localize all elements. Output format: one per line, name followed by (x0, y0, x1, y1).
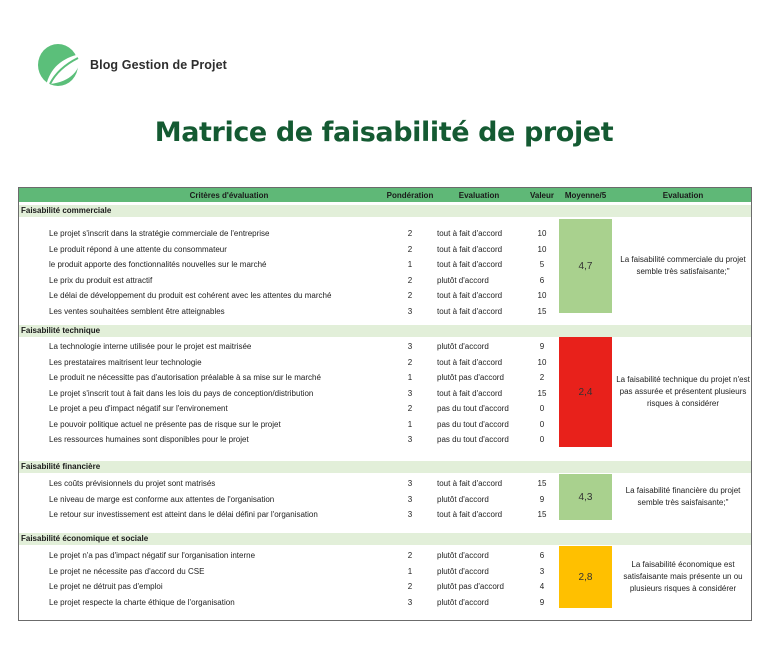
evaluation-cell: tout à fait d'accord (437, 510, 503, 519)
section-title: Faisabilité financière (19, 461, 751, 473)
evaluation-cell: plutôt d'accord (437, 551, 489, 560)
evaluation-cell: tout à fait d'accord (437, 244, 503, 254)
criterion-cell: Le projet respecte la charte éthique de l'organisation (49, 597, 235, 607)
value-cell: 10 (537, 244, 547, 254)
evaluation-cell: tout à fait d'accord (437, 479, 503, 488)
header-evaluation-conclusion: Evaluation (662, 191, 704, 200)
criterion-cell: La technologie interne utilisée pour le projet est maitrisée (49, 342, 252, 351)
evaluation-cell: plutôt d'accord (437, 342, 489, 351)
weight-cell: 3 (407, 597, 413, 607)
weight-cell: 2 (407, 244, 413, 254)
weight-cell: 2 (407, 551, 413, 560)
weight-cell: 3 (407, 435, 413, 444)
weight-cell: 2 (407, 404, 413, 413)
weight-cell: 2 (407, 275, 413, 285)
evaluation-cell: pas du tout d'accord (437, 419, 509, 429)
value-cell: 3 (539, 566, 545, 576)
value-cell: 9 (539, 342, 545, 351)
value-cell: 2 (539, 373, 545, 382)
header-valeur: Valeur (529, 191, 554, 200)
value-cell: 15 (537, 510, 547, 519)
weight-cell: 2 (407, 291, 413, 300)
conclusion-cell: La faisabilité financière du projet semble très saisfaisante;" (625, 486, 741, 507)
criterion-cell: Le retour sur investissement est atteint dans le délai défini par l'organisation (49, 510, 318, 519)
weight-cell: 3 (407, 479, 413, 488)
criterion-cell: Le produit répond à une attente du consommateur (49, 244, 227, 254)
value-cell: 6 (539, 551, 545, 560)
value-cell: 0 (539, 419, 545, 429)
weight-cell: 3 (407, 510, 413, 519)
evaluation-cell: tout à fait d'accord (437, 291, 503, 300)
evaluation-cell: pas du tout d'accord (437, 404, 509, 413)
criterion-cell: Le projet ne détruit pas d'emploi (49, 582, 163, 591)
value-cell: 4 (539, 582, 545, 591)
page-title: Matrice de faisabilité de projet (154, 117, 614, 148)
evaluation-cell: plutôt d'accord (437, 566, 489, 576)
evaluation-cell: tout à fait d'accord (437, 357, 503, 367)
header-moyenne: Moyenne/5 (564, 191, 607, 200)
criterion-cell: Le projet a peu d'impact négatif sur l'environement (49, 404, 228, 413)
criterion-cell: Les ressources humaines sont disponibles pour le projet (49, 435, 249, 444)
leaf-logo-icon (36, 42, 86, 88)
value-cell: 10 (537, 291, 547, 300)
weight-cell: 3 (407, 388, 413, 398)
criterion-cell: Le pouvoir politique actuel ne présente pas de risque sur le projet (49, 419, 281, 429)
criterion-cell: Le niveau de marge est conforme aux attentes de l'organisation (49, 494, 275, 504)
value-cell: 15 (537, 479, 547, 488)
criterion-cell: Les ventes souhaitées semblent être atteignables (49, 306, 225, 316)
criterion-cell: Les prestataires maitrisent leur technologie (49, 357, 202, 367)
value-cell: 15 (537, 388, 547, 398)
score-cell: 4,3 (559, 474, 612, 520)
criterion-cell: le produit apporte des fonctionnalités nouvelles sur le marché (49, 260, 267, 269)
evaluation-cell: tout à fait d'accord (437, 260, 503, 269)
section-title: Faisabilité technique (19, 325, 751, 337)
conclusion-cell: La faisabilité technique du projet n'est pas assurée et présentent plusieurs risques à considérer (616, 375, 750, 408)
weight-cell: 2 (407, 582, 413, 591)
evaluation-cell: pas du tout d'accord (437, 435, 509, 444)
score-cell: 2,8 (559, 546, 612, 608)
evaluation-cell: plutôt pas d'accord (437, 582, 504, 591)
evaluation-cell: plutôt pas d'accord (437, 373, 504, 382)
value-cell: 0 (539, 404, 545, 413)
conclusion-cell: La faisabilité économique est satisfaisante mais présente un ou plusieurs risques à considérer (623, 560, 743, 593)
value-cell: 5 (539, 260, 545, 269)
value-cell: 9 (539, 597, 545, 607)
weight-cell: 1 (407, 373, 413, 382)
criterion-cell: Le projet s'inscrit tout à fait dans les lois du pays de conception/distribution (49, 388, 314, 398)
section-title: Faisabilité économique et sociale (19, 533, 751, 545)
logo (36, 42, 227, 88)
table-header (19, 188, 751, 202)
weight-cell: 1 (407, 260, 413, 269)
value-cell: 0 (539, 435, 545, 444)
evaluation-cell: plutôt d'accord (437, 275, 489, 285)
value-cell: 6 (539, 275, 545, 285)
criterion-cell: Le projet n'a pas d'impact négatif sur l'organisation interne (49, 551, 256, 560)
evaluation-cell: tout à fait d'accord (437, 306, 503, 316)
evaluation-cell: plutôt d'accord (437, 494, 489, 504)
conclusion-cell: La faisabilité commerciale du projet semble très satisfaisante;" (620, 255, 746, 276)
value-cell: 10 (537, 357, 547, 367)
criterion-cell: Le délai de développement du produit est cohérent avec les attentes du marché (49, 291, 332, 300)
criterion-cell: Le prix du produit est attractif (49, 275, 153, 285)
value-cell: 15 (537, 306, 547, 316)
header-evaluation: Evaluation (458, 191, 500, 200)
weight-cell: 1 (407, 566, 413, 576)
evaluation-cell: plutôt d'accord (437, 597, 489, 607)
evaluation-cell: tout à fait d'accord (437, 229, 503, 238)
section-title: Faisabilité commerciale (19, 205, 751, 217)
logo-text: Blog Gestion de Projet (90, 58, 227, 72)
header-ponderation: Pondération (386, 191, 434, 200)
value-cell: 9 (539, 494, 545, 504)
weight-cell: 3 (407, 342, 413, 351)
weight-cell: 1 (407, 419, 413, 429)
score-cell: 2,4 (559, 337, 612, 447)
criterion-cell: Le projet s'inscrit dans la stratégie commerciale de l'entreprise (49, 229, 270, 238)
criterion-cell: Le projet ne nécessite pas d'accord du CSE (49, 566, 205, 576)
weight-cell: 3 (407, 306, 413, 316)
feasibility-matrix (18, 187, 752, 621)
criterion-cell: Le produit ne nécessitte pas d'autorisation préalable à sa mise sur le marché (49, 373, 321, 382)
weight-cell: 3 (407, 494, 413, 504)
score-cell: 4,7 (559, 219, 612, 313)
weight-cell: 2 (407, 229, 413, 238)
evaluation-cell: tout à fait d'accord (437, 388, 503, 398)
criterion-cell: Les coûts prévisionnels du projet sont matrisés (49, 479, 216, 488)
header-criteres: Critères d'évaluation (189, 191, 269, 200)
value-cell: 10 (537, 229, 547, 238)
weight-cell: 2 (407, 357, 413, 367)
